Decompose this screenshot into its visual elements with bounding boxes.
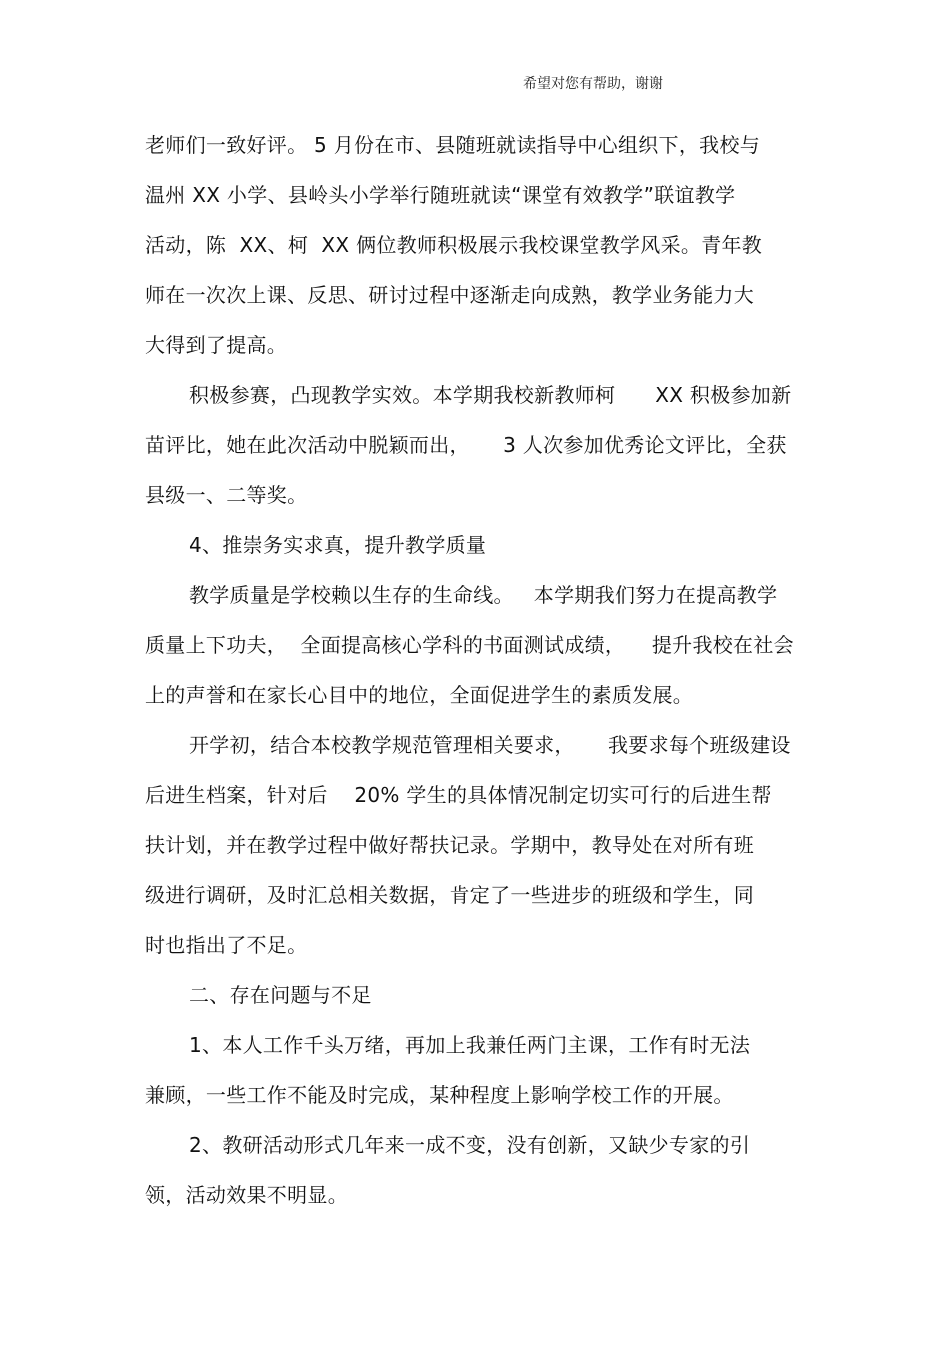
text-line: 扶计划，并在教学过程中做好帮扶记录。学期中，教导处在对所有班 bbox=[145, 833, 754, 857]
text-line: 上的声誉和在家长心目中的地位，全面促进学生的素质发展。 bbox=[145, 683, 694, 707]
text-line: 苗评比，她在此次活动中脱颖而出， 3 人次参加优秀论文评比，全获 bbox=[145, 433, 787, 457]
text-line: 教学质量是学校赖以生存的生命线。 本学期我们努力在提高教学 bbox=[189, 583, 778, 607]
text-line: 后进生档案，针对后 20% 学生的具体情况制定切实可行的后进生帮 bbox=[145, 783, 772, 807]
text-line: 大得到了提高。 bbox=[145, 333, 288, 357]
body-text bbox=[145, 120, 825, 1220]
text-line: 级进行调研，及时汇总相关数据，肯定了一些进步的班级和学生，同 bbox=[145, 883, 754, 907]
section-heading: 4、推崇务实求真，提升教学质量 bbox=[189, 533, 487, 557]
text-line: 县级一、二等奖。 bbox=[145, 483, 308, 507]
text-line: 领，活动效果不明显。 bbox=[145, 1183, 348, 1207]
text-line: 质量上下功夫， 全面提高核心学科的书面测试成绩， 提升我校在社会 bbox=[145, 633, 794, 657]
text-line: 积极参赛，凸现教学实效。本学期我校新教师柯 XX 积极参加新 bbox=[189, 383, 792, 407]
header-note: 希望对您有帮助，谢谢 bbox=[523, 76, 663, 92]
text-line: 温州 XX 小学、县岭头小学举行随班就读“课堂有效教学”联谊教学 bbox=[145, 183, 736, 207]
text-line: 师在一次次上课、反思、研讨过程中逐渐走向成熟，教学业务能力大 bbox=[145, 283, 754, 307]
section-heading: 二、存在问题与不足 bbox=[189, 983, 372, 1007]
text-line: 1、本人工作千头万绪，再加上我兼任两门主课，工作有时无法 bbox=[189, 1033, 751, 1057]
text-line: 老师们一致好评。 5 月份在市、县随班就读指导中心组织下，我校与 bbox=[145, 133, 761, 157]
text-line: 开学初，结合本校教学规范管理相关要求， 我要求每个班级建设 bbox=[189, 733, 791, 757]
text-line: 兼顾，一些工作不能及时完成，某种程度上影响学校工作的开展。 bbox=[145, 1083, 734, 1107]
text-line: 时也指出了不足。 bbox=[145, 933, 308, 957]
text-line: 活动，陈 XX、柯 XX 俩位教师积极展示我校课堂教学风采。青年教 bbox=[145, 233, 763, 257]
text-line: 2、教研活动形式几年来一成不变，没有创新，又缺少专家的引 bbox=[189, 1133, 751, 1157]
